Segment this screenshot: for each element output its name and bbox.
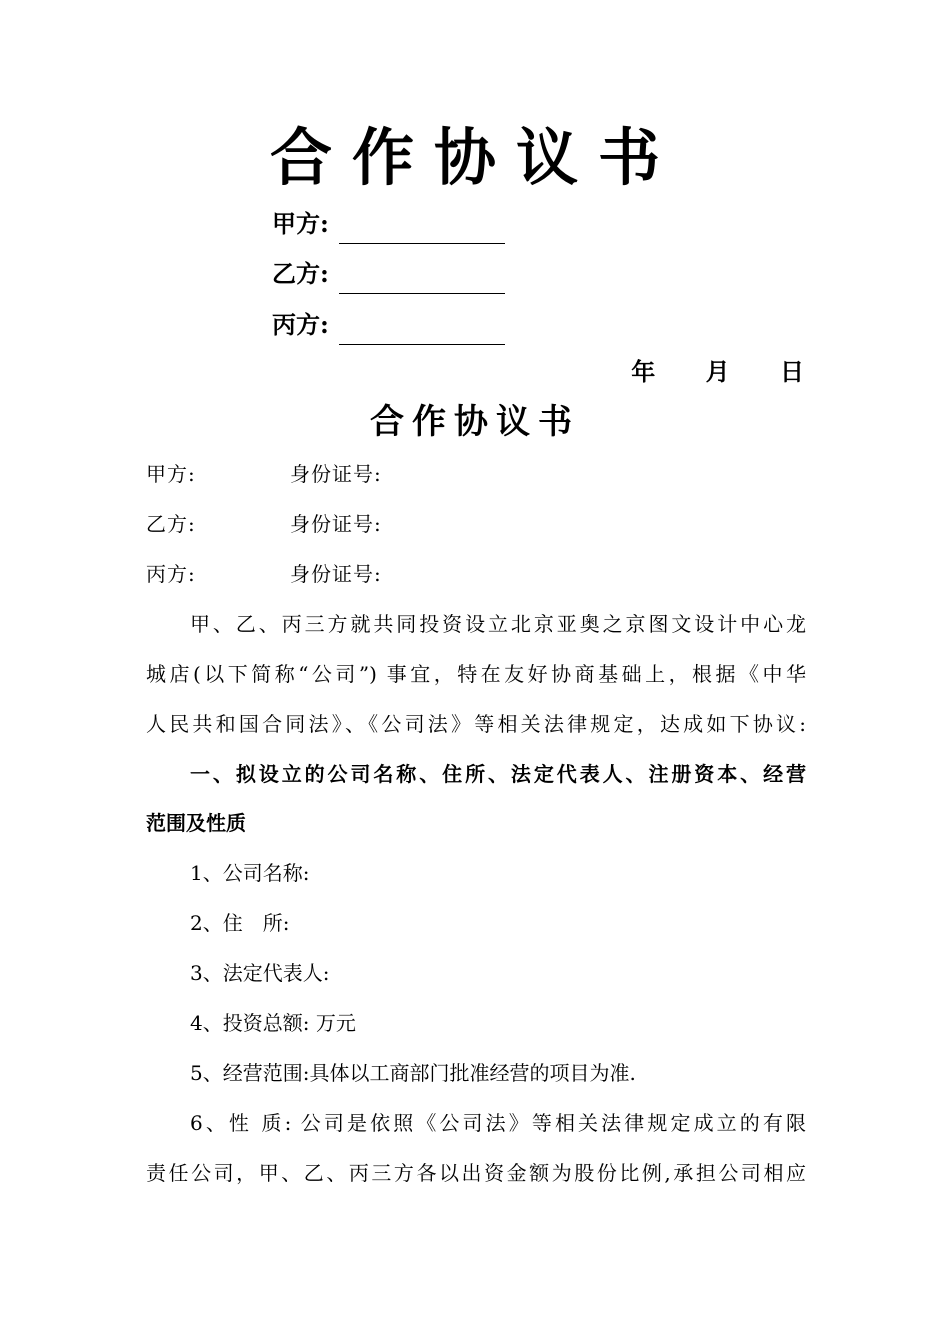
date-day: 日 [780, 357, 804, 386]
cover-party-c-blank-line [339, 316, 505, 345]
party-c-label: 丙方: [146, 562, 196, 586]
cover-party-c [272, 305, 505, 345]
party-a-id-label: 身份证号: [290, 462, 382, 486]
item-investment: 4、投资总额: 万元 [190, 1011, 356, 1035]
party-b-id-label: 身份证号: [290, 512, 382, 536]
date-month: 月 [705, 357, 730, 386]
item-nature-line-1: 6、性 质: 公司是依照《公司法》等相关法律规定成立的有限 [190, 1111, 806, 1135]
date-year: 年 [631, 357, 656, 386]
intro-line-2: 城店(以下简称“公司”) 事宜，特在友好协商基础上，根据《中华 [146, 662, 806, 686]
item-scope: 5、经营范围:具体以工商部门批准经营的项目为准. [190, 1061, 636, 1085]
party-b-label: 乙方: [146, 512, 196, 536]
party-c-id-label: 身份证号: [290, 562, 382, 586]
cover-party-b [272, 254, 505, 294]
cover-party-b-blank-line [339, 265, 505, 294]
party-b-row [146, 509, 382, 559]
intro-line-1: 甲、乙、丙三方就共同投资设立北京亚奥之京图文设计中心龙 [190, 612, 806, 636]
cover-party-a [272, 204, 505, 244]
section1-heading-line-1: 一、拟设立的公司名称、住所、法定代表人、注册资本、经营 [190, 762, 806, 786]
party-a-label: 甲方: [146, 462, 196, 486]
item-company-name: 1、公司名称: [190, 861, 310, 885]
section1-heading-line-2: 范围及性质 [146, 811, 246, 835]
party-c-row [146, 559, 382, 609]
item-nature-line-2: 责任公司，甲、乙、丙三方各以出资金额为股份比例,承担公司相应 [146, 1161, 806, 1185]
item-legal-rep: 3、法定代表人: [190, 961, 330, 985]
cover-date [609, 354, 804, 390]
agreement-title: 合作协议书 [370, 402, 580, 442]
intro-line-3: 人民共和国合同法》、《公司法》等相关法律规定，达成如下协议: [146, 712, 806, 736]
cover-party-a-blank-line [339, 215, 505, 244]
cover-party-c-label: 丙方: [272, 310, 329, 339]
cover-party-b-label: 乙方: [272, 259, 329, 288]
item-address: 2、住 所: [190, 911, 290, 935]
party-a-row [146, 459, 382, 509]
cover-party-a-label: 甲方: [272, 209, 329, 238]
cover-title: 合作协议书 [269, 121, 680, 194]
